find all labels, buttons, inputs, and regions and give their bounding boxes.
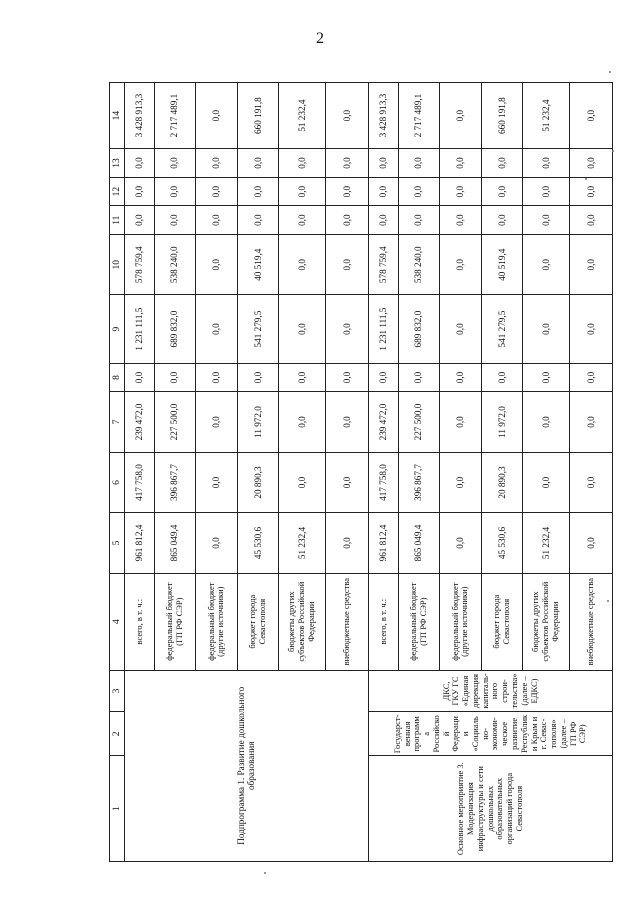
value-cell: 0,0 [195, 234, 238, 295]
funding-source: внебюджетные средства [326, 573, 369, 670]
value-cell: 0,0 [154, 206, 195, 235]
value-cell: 40 519,4 [482, 234, 523, 295]
value-cell: 0,0 [439, 513, 482, 574]
measure-cell: Основное мероприятие 3. Модернизация инфраструктуры и сети дошкольных образовательных организаций города Севастополя [368, 756, 612, 862]
value-cell: 0,0 [195, 83, 238, 149]
value-cell: 0,0 [522, 363, 569, 392]
funding-table [109, 82, 613, 862]
value-cell: 0,0 [439, 234, 482, 295]
scan-speck [585, 178, 587, 180]
value-cell: 0,0 [570, 149, 613, 178]
value-cell: 0,0 [326, 513, 369, 574]
value-cell: 0,0 [326, 392, 369, 453]
value-cell: 239 472,0 [124, 392, 154, 453]
value-cell: 0,0 [238, 206, 279, 235]
header-cell: 4 [110, 573, 125, 670]
header-cell: 11 [110, 206, 125, 235]
value-cell: 0,0 [570, 513, 613, 574]
funding-source: бюджеты других субъектов Российской Федерации [522, 573, 569, 670]
value-cell: 40 519,4 [238, 234, 279, 295]
value-cell: 0,0 [482, 363, 523, 392]
value-cell: 1 231 111,5 [368, 295, 398, 363]
value-cell: 0,0 [238, 149, 279, 178]
value-cell: 0,0 [279, 149, 326, 178]
value-cell: 227 500,0 [154, 392, 195, 453]
value-cell: 0,0 [279, 452, 326, 513]
value-cell: 45 530,6 [238, 513, 279, 574]
value-cell: 0,0 [368, 206, 398, 235]
value-cell: 660 191,8 [482, 83, 523, 149]
value-cell: 11 972,0 [482, 392, 523, 453]
value-cell: 0,0 [570, 83, 613, 149]
value-cell: 0,0 [522, 392, 569, 453]
funding-source: всего, в т. ч.: [368, 573, 398, 670]
value-cell: 0,0 [279, 295, 326, 363]
value-cell: 689 832,0 [398, 295, 439, 363]
value-cell: 51 232,4 [279, 83, 326, 149]
value-cell: 961 812,4 [124, 513, 154, 574]
value-cell: 0,0 [326, 206, 369, 235]
value-cell: 0,0 [326, 177, 369, 206]
rotated-table-container [109, 82, 613, 862]
header-cell: 12 [110, 177, 125, 206]
value-cell: 0,0 [439, 363, 482, 392]
header-cell: 7 [110, 392, 125, 453]
value-cell: 0,0 [398, 177, 439, 206]
rotated-table-area [109, 82, 613, 862]
value-cell: 0,0 [439, 177, 482, 206]
value-cell: 396 867,7 [398, 452, 439, 513]
value-cell: 0,0 [482, 206, 523, 235]
value-cell: 0,0 [398, 206, 439, 235]
value-cell: 3 428 913,3 [124, 83, 154, 149]
value-cell: 0,0 [195, 513, 238, 574]
value-cell: 0,0 [482, 149, 523, 178]
value-cell: 0,0 [368, 149, 398, 178]
value-cell: 0,0 [195, 206, 238, 235]
value-cell: 0,0 [570, 295, 613, 363]
scan-speck [612, 150, 614, 152]
value-cell: 1 231 111,5 [124, 295, 154, 363]
value-cell: 0,0 [326, 452, 369, 513]
value-cell: 961 812,4 [368, 513, 398, 574]
funding-source: федеральный бюджет (ГП РФ СЭР) [398, 573, 439, 670]
funding-source: всего, в т. ч.: [124, 573, 154, 670]
scan-speck [609, 71, 611, 73]
value-cell: 0,0 [522, 295, 569, 363]
value-cell: 0,0 [570, 177, 613, 206]
value-cell: 239 472,0 [368, 392, 398, 453]
value-cell: 0,0 [195, 363, 238, 392]
value-cell: 0,0 [522, 149, 569, 178]
value-cell: 0,0 [522, 177, 569, 206]
funding-source: федеральный бюджет (другие источники) [439, 573, 482, 670]
table-row [124, 83, 154, 862]
value-cell: 865 049,4 [154, 513, 195, 574]
value-cell: 0,0 [195, 295, 238, 363]
funding-source: федеральный бюджет (другие источники) [195, 573, 238, 670]
value-cell: 0,0 [238, 363, 279, 392]
value-cell: 0,0 [195, 392, 238, 453]
value-cell: 0,0 [279, 206, 326, 235]
value-cell: 20 890,3 [482, 452, 523, 513]
value-cell: 538 240,0 [154, 234, 195, 295]
value-cell: 0,0 [326, 83, 369, 149]
value-cell: 660 191,8 [238, 83, 279, 149]
value-cell: 0,0 [238, 177, 279, 206]
value-cell: 0,0 [570, 206, 613, 235]
value-cell: 0,0 [195, 149, 238, 178]
header-cell: 13 [110, 149, 125, 178]
value-cell: 0,0 [195, 452, 238, 513]
header-cell: 5 [110, 513, 125, 574]
value-cell: 0,0 [154, 363, 195, 392]
value-cell: 541 279,5 [238, 295, 279, 363]
value-cell: 0,0 [279, 177, 326, 206]
value-cell: 3 428 913,3 [368, 83, 398, 149]
value-cell: 417 758,0 [124, 452, 154, 513]
value-cell: 0,0 [439, 83, 482, 149]
value-cell: 0,0 [522, 234, 569, 295]
value-cell: 689 832,0 [154, 295, 195, 363]
scan-speck [607, 600, 609, 602]
value-cell: 0,0 [398, 363, 439, 392]
value-cell: 0,0 [398, 149, 439, 178]
value-cell: 865 049,4 [398, 513, 439, 574]
header-cell: 14 [110, 83, 125, 149]
value-cell: 0,0 [154, 149, 195, 178]
value-cell: 578 759,4 [124, 234, 154, 295]
value-cell: 0,0 [279, 392, 326, 453]
subprogram-cell: Подпрограмма 1. Развитие дошкольного образования [124, 670, 368, 861]
value-cell: 227 500,0 [398, 392, 439, 453]
header-cell: 2 [110, 712, 125, 756]
page-number: 2 [316, 30, 324, 47]
value-cell: 51 232,4 [522, 83, 569, 149]
value-cell: 0,0 [522, 452, 569, 513]
header-row [110, 83, 125, 862]
value-cell: 0,0 [279, 234, 326, 295]
value-cell: 51 232,4 [522, 513, 569, 574]
value-cell: 0,0 [570, 363, 613, 392]
scan-speck [264, 872, 266, 874]
value-cell: 45 530,6 [482, 513, 523, 574]
funding-source: бюджет города Севастополя [482, 573, 523, 670]
value-cell: 0,0 [154, 177, 195, 206]
executor-cell: ДКС, ГКУ ГС «Единая дирекция капиталь-ного строи-тельства» (далее – ЕДКС) [368, 670, 612, 712]
value-cell: 11 972,0 [238, 392, 279, 453]
value-cell: 0,0 [482, 177, 523, 206]
value-cell: 2 717 489,1 [398, 83, 439, 149]
value-cell: 0,0 [439, 452, 482, 513]
value-cell: 0,0 [570, 392, 613, 453]
value-cell: 2 717 489,1 [154, 83, 195, 149]
value-cell: 51 232,4 [279, 513, 326, 574]
value-cell: 417 758,0 [368, 452, 398, 513]
value-cell: 541 279,5 [482, 295, 523, 363]
value-cell: 0,0 [439, 206, 482, 235]
value-cell: 0,0 [124, 206, 154, 235]
header-cell: 9 [110, 295, 125, 363]
program-cell: Государст-венная программа Российской Федерации «Социально-экономи-ческое развитие Республики Крым и г. Севас-тополя» (далее – ГП РФ СЭР) [368, 712, 612, 756]
value-cell: 0,0 [326, 295, 369, 363]
value-cell: 0,0 [439, 392, 482, 453]
value-cell: 0,0 [326, 363, 369, 392]
value-cell: 0,0 [439, 295, 482, 363]
value-cell: 0,0 [368, 177, 398, 206]
header-cell: 8 [110, 363, 125, 392]
value-cell: 0,0 [522, 206, 569, 235]
value-cell: 0,0 [368, 363, 398, 392]
header-cell: 10 [110, 234, 125, 295]
value-cell: 396 867,7 [154, 452, 195, 513]
value-cell: 0,0 [570, 234, 613, 295]
funding-source: федеральный бюджет (ГП РФ СЭР) [154, 573, 195, 670]
funding-source: бюджеты других субъектов Российской Федерации [279, 573, 326, 670]
value-cell: 0,0 [124, 177, 154, 206]
header-cell: 3 [110, 670, 125, 712]
value-cell: 0,0 [124, 149, 154, 178]
value-cell: 0,0 [195, 177, 238, 206]
funding-source: бюджет города Севастополя [238, 573, 279, 670]
value-cell: 0,0 [326, 149, 369, 178]
header-cell: 6 [110, 452, 125, 513]
value-cell: 0,0 [326, 234, 369, 295]
value-cell: 0,0 [439, 149, 482, 178]
table-row [368, 83, 398, 862]
value-cell: 538 240,0 [398, 234, 439, 295]
value-cell: 0,0 [570, 452, 613, 513]
funding-source: внебюджетные средства [570, 573, 613, 670]
value-cell: 0,0 [279, 363, 326, 392]
value-cell: 578 759,4 [368, 234, 398, 295]
value-cell: 0,0 [124, 363, 154, 392]
value-cell: 20 890,3 [238, 452, 279, 513]
header-cell: 1 [110, 756, 125, 862]
